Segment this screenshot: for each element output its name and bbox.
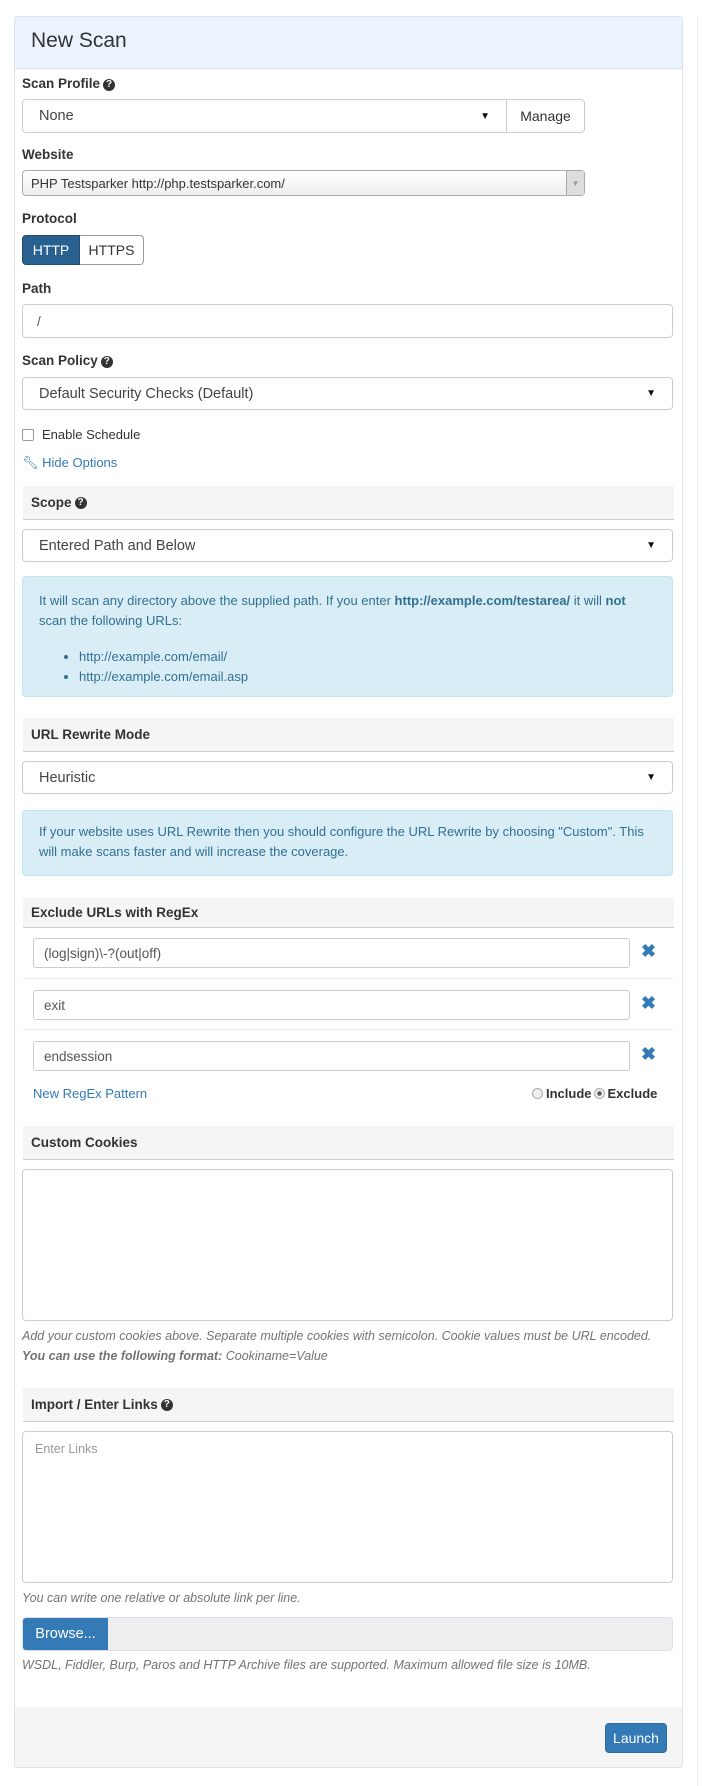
help-icon[interactable]: ?	[161, 1399, 173, 1411]
cookies-header: Custom Cookies	[23, 1126, 674, 1160]
url-rewrite-value: Heuristic	[39, 769, 96, 786]
caret-down-icon: ▼	[646, 772, 656, 783]
caret-down-icon: ▼	[646, 388, 656, 399]
scan-policy-label	[22, 353, 113, 368]
enable-schedule-label: Enable Schedule	[42, 427, 141, 442]
new-regex-link[interactable]: New RegEx Pattern	[33, 1086, 148, 1101]
panel-title: New Scan	[15, 17, 682, 69]
caret-down-icon: ▼	[646, 540, 656, 551]
links-label: Import / Enter Links	[31, 1397, 158, 1412]
hide-options-link[interactable]	[22, 455, 117, 471]
http-button[interactable]: HTTP	[22, 235, 80, 265]
list-item: • http://example.com/email.asp	[79, 667, 656, 687]
file-help: WSDL, Fiddler, Burp, Paros and HTTP Archive files are supported. Maximum allowed file size is 10MB.	[22, 1658, 591, 1672]
cookies-help	[22, 1326, 682, 1366]
include-label: Include	[546, 1086, 592, 1101]
exclude-radio[interactable]	[594, 1088, 605, 1099]
regex-input[interactable]: (log|sign)\-?(out|off)	[33, 938, 630, 968]
scope-value: Entered Path and Below	[39, 537, 196, 554]
regex-mode	[532, 1086, 657, 1101]
page-divider	[697, 16, 698, 1786]
new-scan-panel	[14, 16, 683, 1768]
manage-button[interactable]: Manage	[507, 99, 585, 133]
caret-down-icon: ▼	[566, 171, 584, 195]
divider	[23, 978, 674, 979]
scan-profile-group	[22, 99, 585, 133]
divider	[23, 1029, 674, 1030]
exclude-header: Exclude URLs with RegEx	[23, 898, 674, 928]
scope-info-not: not	[605, 593, 626, 608]
file-upload[interactable]	[22, 1617, 673, 1651]
wrench-icon: 🔧︎	[22, 455, 39, 470]
help-icon[interactable]: ?	[101, 356, 113, 368]
path-input[interactable]: /	[22, 304, 673, 338]
scan-policy-select[interactable]	[22, 377, 673, 410]
url-rewrite-select[interactable]	[22, 761, 673, 794]
exclude-label: Exclude	[607, 1086, 658, 1101]
cookies-help-text: Add your custom cookies above. Separate multiple cookies with semicolon. Cookie values must be URL encoded.	[22, 1329, 652, 1343]
links-header	[23, 1388, 674, 1422]
remove-icon[interactable]: ✖	[641, 941, 657, 961]
website-select[interactable]	[22, 170, 585, 196]
list-item: • http://example.com/email/	[79, 647, 656, 667]
https-button[interactable]: HTTPS	[80, 235, 144, 265]
scan-profile-value: None	[39, 108, 74, 124]
url-rewrite-info: If your website uses URL Rewrite then you should configure the URL Rewrite by choosing "Custom". This will make scans faster and will increase the coverage.	[22, 810, 673, 876]
scope-info-text: scan the following URLs:	[39, 613, 183, 628]
browse-button[interactable]: Browse...	[23, 1618, 108, 1650]
remove-icon[interactable]: ✖	[641, 993, 657, 1013]
scan-profile-select[interactable]	[22, 99, 507, 133]
protocol-label: Protocol	[22, 211, 77, 226]
scope-label: Scope	[31, 495, 72, 510]
enable-schedule-checkbox[interactable]	[22, 429, 34, 441]
scan-policy-label-text: Scan Policy	[22, 353, 98, 368]
scan-profile-label-text: Scan Profile	[22, 76, 101, 91]
protocol-toggle	[22, 235, 144, 265]
links-help: You can write one relative or absolute link per line.	[22, 1591, 301, 1605]
scan-profile-label	[22, 76, 115, 91]
scope-info-url: http://example.com/testarea/	[394, 593, 571, 608]
cookies-format	[22, 1346, 682, 1366]
links-textarea[interactable]: Enter Links	[22, 1431, 673, 1583]
scan-policy-value: Default Security Checks (Default)	[39, 385, 254, 402]
help-icon[interactable]: ?	[103, 79, 115, 91]
url-rewrite-header: URL Rewrite Mode	[23, 718, 674, 752]
cookies-format-value: Cookiname=Value	[222, 1349, 328, 1363]
launch-button[interactable]: Launch	[605, 1723, 667, 1753]
scope-info	[22, 576, 673, 697]
website-value: PHP Testsparker http://php.testsparker.com/	[31, 175, 285, 191]
enable-schedule	[22, 427, 140, 442]
include-radio[interactable]	[532, 1088, 543, 1099]
scope-info-text: It will scan any directory above the supplied path. If you enter	[39, 593, 395, 608]
help-icon[interactable]: ?	[75, 497, 87, 509]
scope-select[interactable]	[22, 529, 673, 562]
scope-header	[23, 486, 674, 520]
remove-icon[interactable]: ✖	[641, 1044, 657, 1064]
hide-options-text: Hide Options	[42, 455, 118, 470]
website-label: Website	[22, 147, 74, 162]
regex-input[interactable]: exit	[33, 990, 630, 1020]
cookies-format-label: You can use the following format:	[22, 1349, 223, 1363]
path-label: Path	[22, 281, 52, 296]
caret-down-icon: ▼	[480, 110, 490, 122]
excluded-url-list	[79, 647, 656, 687]
scope-info-text: it will	[570, 593, 606, 608]
regex-input[interactable]: endsession	[33, 1041, 630, 1071]
panel-footer	[15, 1707, 682, 1767]
cookies-textarea[interactable]	[22, 1169, 673, 1321]
